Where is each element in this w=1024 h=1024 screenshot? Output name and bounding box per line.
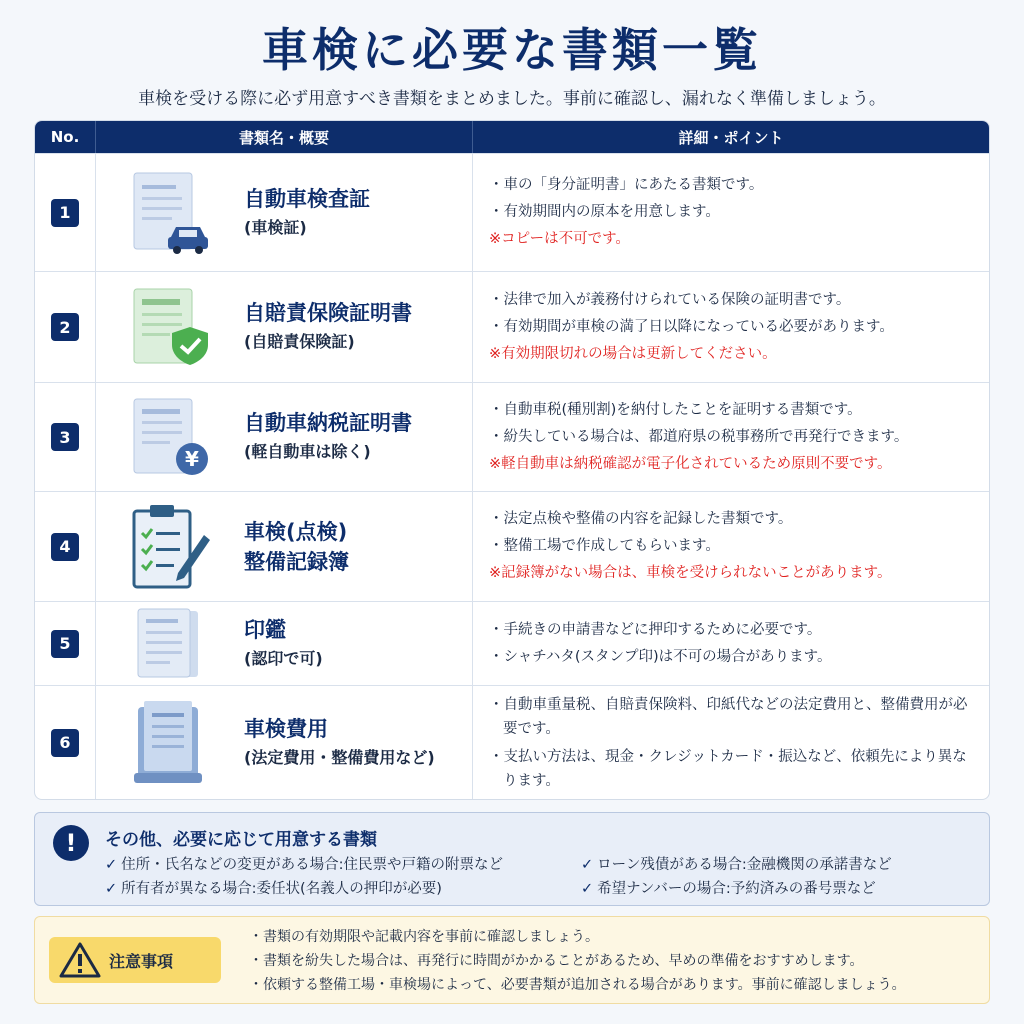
exclamation-icon: ! — [53, 825, 89, 861]
row-number-badge: 5 — [51, 630, 79, 658]
document-subname: (法定費用・整備費用など) — [244, 747, 435, 767]
documents-table — [34, 120, 990, 800]
svg-text:¥: ¥ — [185, 447, 199, 471]
document-name: 自動車納税証明書 — [244, 411, 412, 435]
document-subname: (車検証) — [244, 217, 307, 237]
row-number-badge: 3 — [51, 423, 79, 451]
table-header — [35, 121, 989, 153]
detail-bullet: ・整備工場で作成してもらいます。 — [489, 538, 720, 554]
detail-bullet: ・自動車税(種別割)を納付したことを証明する書類です。 — [489, 401, 862, 418]
caution-item: ・依頼する整備工場・車検場によって、必要書類が追加される場合があります。事前に確認しましょう。 — [249, 977, 906, 993]
clipboard-pen-icon — [128, 503, 212, 591]
detail-note: ※軽自動車は納税確認が電子化されているため原則不要です。 — [489, 455, 892, 472]
table-row — [35, 271, 989, 382]
caution-item: ・書類を紛失した場合は、再発行に時間がかかることがあるため、早めの準備をおすすめします。 — [249, 953, 864, 969]
document-name: 印鑑 — [244, 617, 286, 642]
document-name: 車検(点検) — [244, 519, 348, 544]
document-car-icon — [128, 169, 212, 257]
check-icon: ✓ — [105, 881, 118, 897]
document-subname: (認印で可) — [244, 648, 323, 668]
caution-item: ・書類の有効期限や記載内容を事前に確認しましょう。 — [249, 929, 599, 945]
other-documents-box — [34, 812, 990, 906]
table-row — [35, 382, 989, 491]
other-documents-title: その他、必要に応じて用意する書類 — [105, 830, 377, 850]
table-row — [35, 601, 989, 685]
other-item: ✓ 住所・氏名などの変更がある場合:住民票や戸籍の附票など — [105, 857, 504, 873]
detail-bullet: ・自動車重量税、自賠責保険料、印紙代などの法定費用と、整備費用が必要です。 — [489, 696, 968, 737]
document-stack-icon — [128, 607, 212, 681]
table-row — [35, 685, 989, 799]
header-detail: 詳細・ポイント — [678, 128, 784, 147]
detail-note: ※コピーは不可です。 — [489, 231, 630, 247]
document-subname: (軽自動車は除く) — [244, 442, 371, 461]
caution-box — [34, 916, 990, 1004]
detail-bullet: ・有効期間が車検の満了日以降になっている必要があります。 — [489, 318, 894, 335]
detail-bullet: ・法定点検や整備の内容を記録した書類です。 — [489, 511, 793, 527]
detail-bullet: ・紛失している場合は、都道府県の税事務所で再発行できます。 — [489, 428, 909, 445]
other-item: ✓ 所有者が異なる場合:委任状(名義人の押印が必要) — [105, 881, 442, 897]
caution-list — [249, 925, 906, 997]
other-item: ✓ ローン残債がある場合:金融機関の承諾書など — [581, 857, 892, 873]
detail-note: ※記録簿がない場合は、車検を受けられないことがあります。 — [489, 565, 892, 581]
document-subname: (自賠責保険証) — [244, 332, 355, 351]
table-row — [35, 491, 989, 601]
caution-label: 注意事項 — [49, 937, 221, 983]
document-name: 自動車検査証 — [244, 186, 370, 211]
header-no: No. — [35, 121, 96, 153]
document-name: 自賠責保険証明書 — [244, 301, 412, 325]
page-subtitle: 車検を受ける際に必ず用意すべき書類をまとめました。事前に確認し、漏れなく準備しましょう。 — [138, 89, 886, 109]
row-number-badge: 1 — [51, 199, 79, 227]
page-title: 車検に必要な書類一覧 — [262, 23, 762, 77]
check-icon: ✓ — [581, 881, 594, 897]
detail-bullet: ・有効期間内の原本を用意します。 — [489, 204, 720, 220]
detail-bullet: ・手続きの申請書などに押印するために必要です。 — [489, 621, 822, 638]
detail-bullet: ・支払い方法は、現金・クレジットカード・振込など、依頼先により異なります。 — [489, 748, 967, 789]
document-name: 車検費用 — [244, 716, 328, 741]
row-number-badge: 6 — [51, 729, 79, 757]
warning-icon — [59, 942, 101, 978]
detail-bullet: ・シャチハタ(スタンプ印)は不可の場合があります。 — [489, 648, 832, 665]
row-number-badge: 4 — [51, 533, 79, 561]
document-shield-check-icon — [128, 285, 212, 369]
receipt-icon — [128, 699, 212, 787]
check-icon: ✓ — [105, 857, 118, 873]
document-yen-icon — [128, 395, 212, 479]
table-row — [35, 153, 989, 271]
header-name: 書類名・概要 — [96, 121, 473, 153]
detail-bullet: ・車の「身分証明書」にあたる書類です。 — [489, 177, 764, 193]
detail-bullet: ・法律で加入が義務付けられている保険の証明書です。 — [489, 291, 851, 308]
check-icon: ✓ — [581, 857, 594, 873]
detail-note: ※有効期限切れの場合は更新してください。 — [489, 345, 777, 362]
document-subname: 整備記録簿 — [244, 549, 349, 574]
row-number-badge: 2 — [51, 313, 79, 341]
other-item: ✓ 希望ナンバーの場合:予約済みの番号票など — [581, 881, 876, 897]
